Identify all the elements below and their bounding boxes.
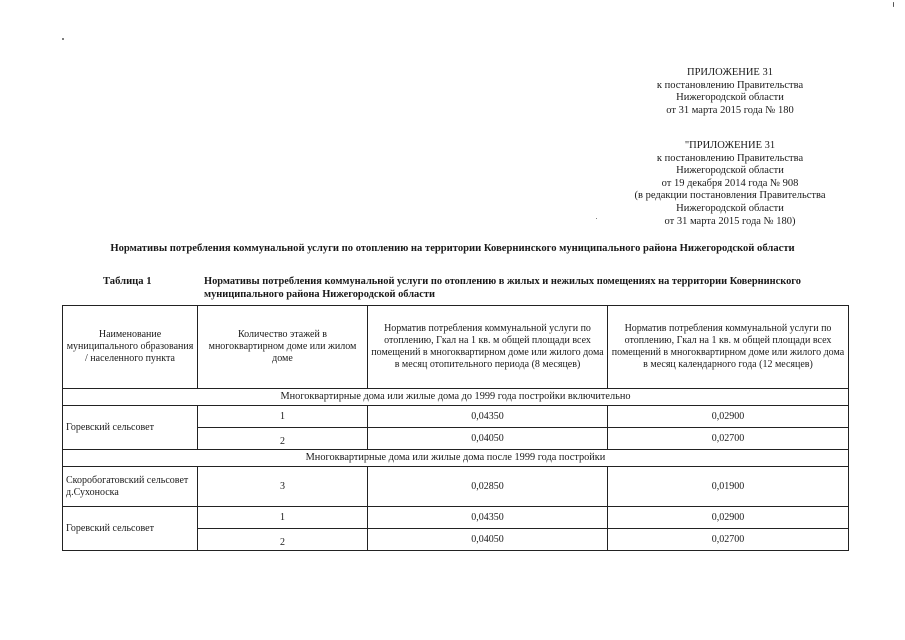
section-title: Многоквартирные дома или жилые дома до 1999 года постройки включительно <box>63 389 849 406</box>
municipality-name: Скоробогатовский сельсовет д.Сухоноска <box>63 467 198 507</box>
yearly-norm-value: 0,02900 <box>608 406 849 428</box>
floors-value: 2 <box>198 529 368 551</box>
table-row <box>63 406 849 428</box>
annex-line: (в редакции постановления Правительства <box>634 190 826 202</box>
yearly-norm-value: 0,02700 <box>608 529 849 551</box>
scan-speck <box>893 2 894 7</box>
annex-current-header <box>630 67 830 117</box>
annex-line: к постановлению Правительства <box>656 152 804 164</box>
document-title: Нормативы потребления коммунальной услуги по отоплению на территории Ковернинского муниципального района Нижегородской области <box>110 243 795 254</box>
annex-line: от 19 декабря 2014 года № 908 <box>661 177 799 189</box>
municipality-name: Горевский сельсовет <box>63 507 198 551</box>
floors-value: 3 <box>198 467 368 507</box>
heating-norm-value: 0,04350 <box>368 507 608 529</box>
heating-norm-value: 0,04050 <box>368 529 608 551</box>
table-header-row <box>63 306 849 389</box>
norms-table <box>62 305 849 551</box>
annex-line: ПРИЛОЖЕНИЕ 31 <box>687 67 773 78</box>
annex-line: Нижегородской области <box>676 165 784 177</box>
table-label: Таблица 1 <box>103 276 152 287</box>
table-row <box>63 507 849 529</box>
floors-value: 1 <box>198 406 368 428</box>
annex-line: от 31 марта 2015 года № 180 <box>666 104 794 116</box>
section-title: Многоквартирные дома или жилые дома после 1999 года постройки <box>63 450 849 467</box>
header-municipality: Наименование муниципального образования / населенного пункта <box>63 306 198 389</box>
section-row <box>63 389 849 406</box>
municipality-name: Горевский сельсовет <box>63 406 198 450</box>
yearly-norm-value: 0,02700 <box>608 428 849 450</box>
header-calendar-year-norm: Норматив потребления коммунальной услуги по отоплению, Гкал на 1 кв. м общей площади всех помещений в многоквартирном доме или жилого дома в месяц календарного года (12 месяцев) <box>608 306 849 389</box>
annex-line: от 31 марта 2015 года № 180) <box>664 215 796 227</box>
heating-norm-value: 0,02850 <box>368 467 608 507</box>
yearly-norm-value: 0,02900 <box>608 507 849 529</box>
scan-speck <box>596 218 597 219</box>
header-heating-period-norm: Норматив потребления коммунальной услуги по отоплению, Гкал на 1 кв. м общей площади всех помещений в многоквартирном доме или жилого дома в месяц отопительного периода (8 месяцев) <box>368 306 608 389</box>
table-caption: Нормативы потребления коммунальной услуги по отоплению в жилых и нежилых помещениях на территории Ковернинского муниципального района Нижегородской области <box>204 276 801 300</box>
annex-line: к постановлению Правительства <box>656 79 804 91</box>
annex-line: Нижегородской области <box>676 92 784 104</box>
yearly-norm-value: 0,01900 <box>608 467 849 507</box>
annex-original-header <box>600 140 860 228</box>
heating-norm-value: 0,04350 <box>368 406 608 428</box>
floors-value: 1 <box>198 507 368 529</box>
scan-speck <box>62 38 64 40</box>
annex-line: Нижегородской области <box>676 202 784 214</box>
section-row <box>63 450 849 467</box>
floors-value: 2 <box>198 428 368 450</box>
table-row <box>63 467 849 507</box>
heating-norm-value: 0,04050 <box>368 428 608 450</box>
header-floors: Количество этажей в многоквартирном доме или жилом доме <box>198 306 368 389</box>
annex-line: "ПРИЛОЖЕНИЕ 31 <box>684 140 776 151</box>
